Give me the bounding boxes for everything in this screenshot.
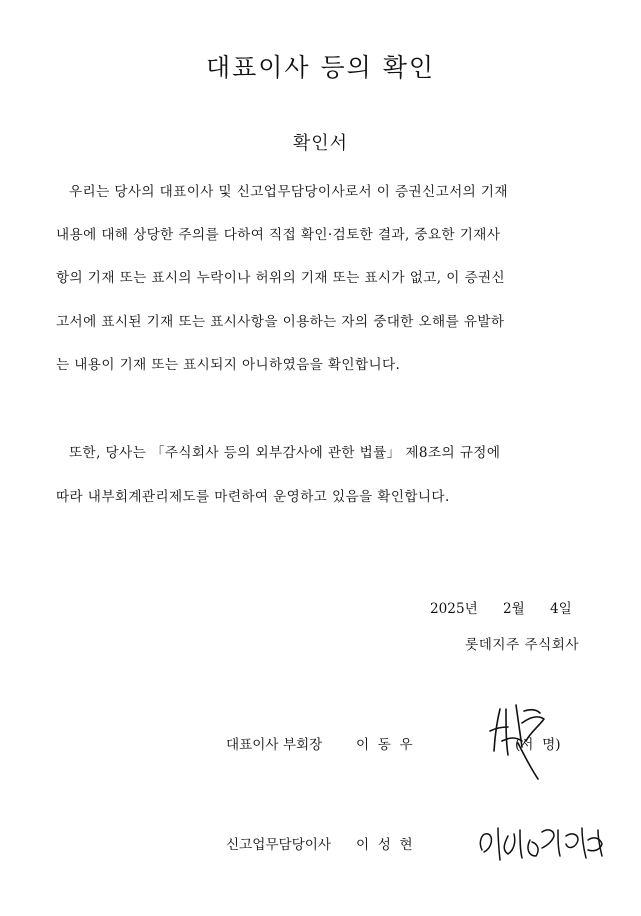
sign-label: (서 명) [515,737,561,753]
signature-image [488,697,558,782]
paragraph1-line: 우리는 당사의 대표이사 및 신고업무담당이사로서 이 증권신고서의 기재 [69,184,508,200]
date-year: 2025년 [430,601,478,617]
paragraph2-line: 또한, 당사는 「주식회사 등의 외부감사에 관한 법률」 제8조의 규정에 [69,445,501,461]
paragraph1-line: 는 내용이 기재 또는 표시되지 아니하였음을 확인합니다. [56,357,401,373]
paragraph1-line: 내용에 대해 상당한 주의를 다하여 직접 확인·검토한 결과, 중요한 기재사 [56,227,501,243]
page-title: 대표이사 등의 확인 [205,53,436,82]
signatory-name: 이 성 현 [356,837,413,853]
signature-image [474,818,614,868]
paragraph2-line: 따라 내부회계관리제도를 마련하여 운영하고 있음을 확인합니다. [56,489,450,505]
paragraph1-line: 고서에 표시된 기재 또는 표시사항을 이용하는 자의 중대한 오해를 유발하 [56,314,505,330]
company-name: 롯데지주 주식회사 [465,637,579,653]
signatory-role: 대표이사 부회장 [226,737,323,753]
signatory-role: 신고업무담당이사 [226,837,332,853]
signatory-name: 이 동 우 [356,737,413,753]
date-month: 2월 [503,601,525,617]
document-subtitle: 확인서 [292,133,349,154]
paragraph1-line: 항의 기재 또는 표시의 누락이나 허위의 기재 또는 표시가 없고, 이 증권신 [56,270,506,286]
date-day: 4일 [550,601,572,617]
